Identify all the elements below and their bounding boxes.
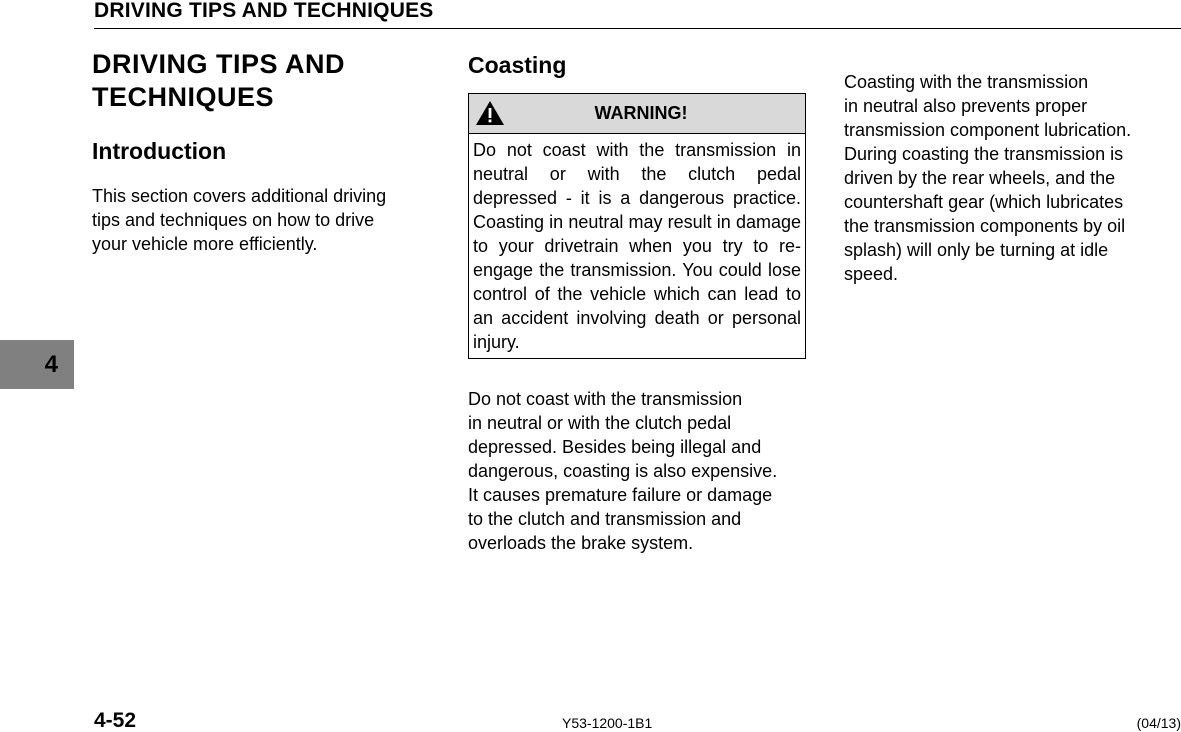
coasting-paragraph bbox=[468, 387, 808, 555]
introduction-paragraph bbox=[92, 184, 422, 256]
paragraph-line: depressed. Besides being illegal and bbox=[468, 437, 762, 457]
paragraph-line: in neutral also prevents proper bbox=[844, 96, 1088, 116]
paragraph-line: This section covers additional driving bbox=[92, 186, 387, 206]
chapter-title-line: DRIVING TIPS AND bbox=[92, 49, 346, 79]
column-introduction bbox=[92, 48, 432, 256]
introduction-heading: Introduction bbox=[92, 138, 227, 164]
paragraph-line: overloads the brake system. bbox=[468, 533, 694, 553]
paragraph-line: dangerous, coasting is also expensive. bbox=[468, 461, 778, 481]
coasting-heading: Coasting bbox=[468, 52, 567, 78]
paragraph-line: tips and techniques on how to drive bbox=[92, 210, 375, 230]
paragraph-line: Coasting with the transmission bbox=[844, 72, 1089, 92]
warning-label: WARNING! bbox=[594, 103, 688, 123]
paragraph-line: to the clutch and transmission and bbox=[468, 509, 742, 529]
chapter-title bbox=[92, 48, 432, 114]
warning-header bbox=[469, 94, 805, 134]
warning-text: Do not coast with the transmission in neutral or with the clutch pedal depressed - it is a dangerous practice. Coasting in neutral may result in damage to your drivetrain when you try to re-engage the transmission. You could lose control of the vehicle which can lead to an accident involving death or personal injury. bbox=[473, 140, 801, 352]
paragraph-line: transmission component lubrication. bbox=[844, 120, 1132, 140]
paragraph-line: Do not coast with the transmission bbox=[468, 389, 743, 409]
lubrication-paragraph bbox=[844, 70, 1164, 286]
paragraph-line: in neutral or with the clutch pedal bbox=[468, 413, 732, 433]
paragraph-line: the transmission components by oil bbox=[844, 216, 1126, 236]
page-number: 4-52 bbox=[94, 709, 137, 732]
paragraph-line: countershaft gear (which lubricates bbox=[844, 192, 1124, 212]
paragraph-line: It causes premature failure or damage bbox=[468, 485, 773, 505]
column-coasting bbox=[468, 50, 808, 555]
header-rule bbox=[94, 28, 1181, 29]
paragraph-line: speed. bbox=[844, 264, 899, 284]
column-lubrication bbox=[844, 70, 1164, 286]
paragraph-line: During coasting the transmission is bbox=[844, 144, 1124, 164]
paragraph-line: splash) will only be turning at idle bbox=[844, 240, 1109, 260]
running-header: DRIVING TIPS AND TECHNIQUES bbox=[94, 0, 434, 22]
paragraph-line: driven by the rear wheels, and the bbox=[844, 168, 1116, 188]
revision-date: (04/13) bbox=[1136, 715, 1181, 731]
document-code: Y53-1200-1B1 bbox=[562, 715, 653, 731]
paragraph-line: your vehicle more efficiently. bbox=[92, 234, 318, 254]
chapter-tab bbox=[0, 340, 74, 389]
warning-triangle-icon bbox=[475, 100, 505, 126]
warning-box bbox=[468, 93, 806, 359]
chapter-number: 4 bbox=[44, 350, 58, 378]
chapter-title-line: TECHNIQUES bbox=[92, 82, 275, 112]
